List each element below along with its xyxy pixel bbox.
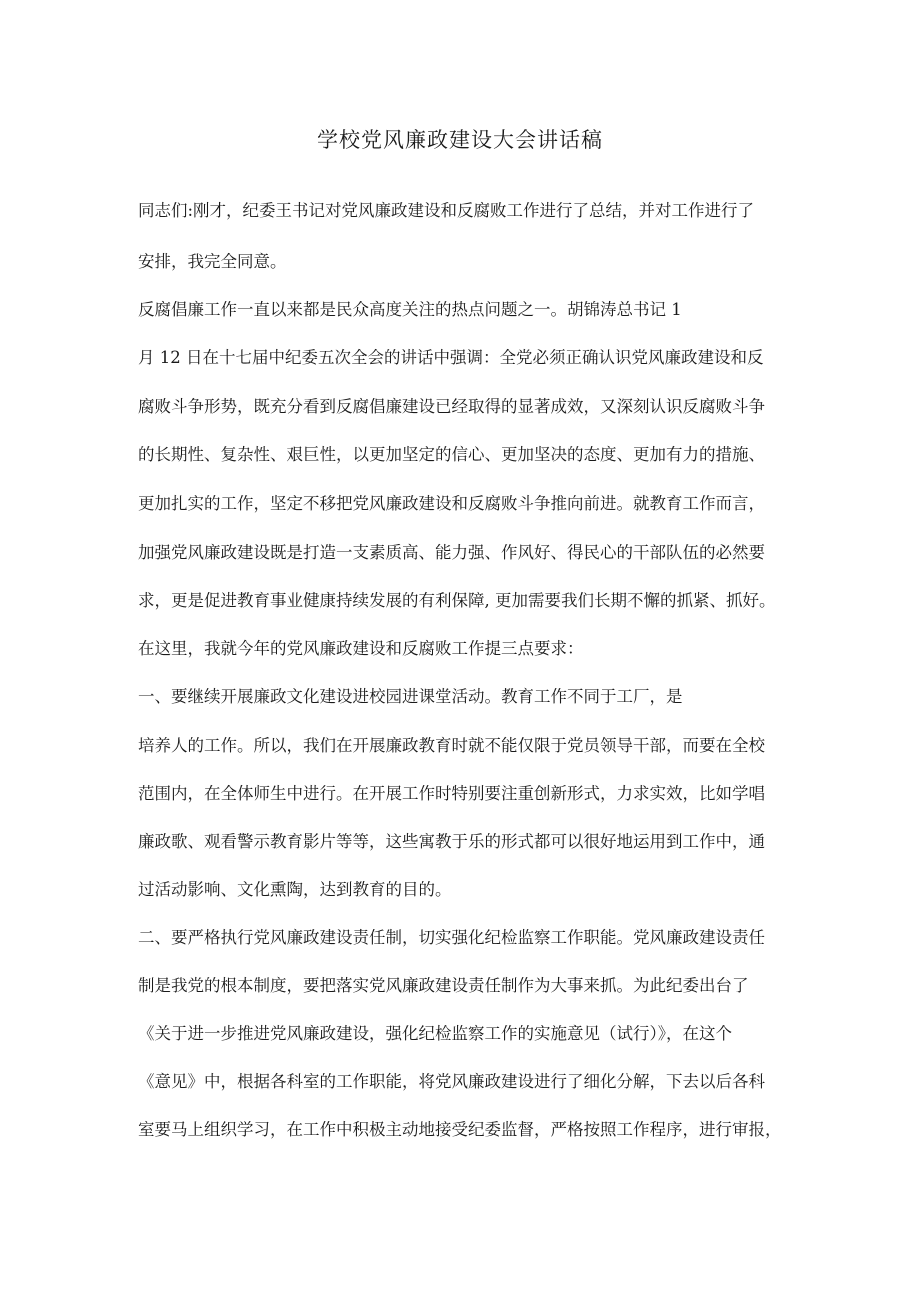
body-line: 培养人的工作。所以，我们在开展廉政教育时就不能仅限于党员领导干部，而要在全校 bbox=[138, 736, 765, 755]
body-line: 反腐倡廉工作一直以来都是民众高度关注的热点问题之一。胡锦涛总书记 1 bbox=[138, 300, 682, 319]
body-line: 廉政歌、观看警示教育影片等等，这些寓教于乐的形式都可以很好地运用到工作中，通 bbox=[138, 832, 765, 851]
document-title: 学校党风廉政建设大会讲话稿 bbox=[317, 128, 603, 152]
body-line: 求，更是促进教育事业健康持续发展的有利保障, 更加需要我们长期不懈的抓紧、抓好。 bbox=[138, 591, 776, 610]
body-line: 二、要严格执行党风廉政建设责任制，切实强化纪检监察工作职能。党风廉政建设责任 bbox=[138, 928, 765, 947]
body-line: 《意见》中，根据各科室的工作职能，将党风廉政建设进行了细化分解，下去以后各科 bbox=[138, 1072, 765, 1091]
body-line: 在这里，我就今年的党风廉政建设和反腐败工作提三点要求： bbox=[138, 639, 584, 658]
body-line: 同志们:刚才，纪委王书记对党风廉政建设和反腐败工作进行了总结，并对工作进行了 bbox=[138, 201, 755, 220]
body-line: 腐败斗争形势，既充分看到反腐倡廉建设已经取得的显著成效，又深刻认识反腐败斗争 bbox=[138, 397, 765, 416]
body-line: 的长期性、复杂性、艰巨性，以更加坚定的信心、更加坚决的态度、更加有力的措施、 bbox=[138, 445, 765, 464]
body-line: 加强党风廉政建设既是打造一支素质高、能力强、作风好、得民心的干部队伍的必然要 bbox=[138, 543, 765, 562]
body-line: 一、要继续开展廉政文化建设进校园进课堂活动。教育工作不同于工厂，是 bbox=[138, 687, 683, 706]
body-line: 安排，我完全同意。 bbox=[138, 252, 287, 271]
body-line: 制是我党的根本制度，要把落实党风廉政建设责任制作为大事来抓。为此纪委出台了 bbox=[138, 976, 749, 995]
body-line: 月 12 日在十七届中纪委五次全会的讲话中强调：全党必须正确认识党风廉政建设和反 bbox=[138, 348, 764, 367]
body-line: 室要马上组织学习，在工作中积极主动地接受纪委监督，严格按照工作程序，进行审报， bbox=[138, 1120, 782, 1139]
body-line: 《关于进一步推进党风廉政建设，强化纪检监察工作的实施意见（试行）》，在这个 bbox=[138, 1024, 732, 1043]
body-line: 更加扎实的工作，坚定不移把党风廉政建设和反腐败斗争推向前进。就教育工作而言， bbox=[138, 494, 765, 513]
body-line: 范围内，在全体师生中进行。在开展工作时特别要注重创新形式，力求实效，比如学唱 bbox=[138, 784, 765, 803]
body-line: 过活动影响、文化熏陶，达到教育的目的。 bbox=[138, 880, 452, 899]
